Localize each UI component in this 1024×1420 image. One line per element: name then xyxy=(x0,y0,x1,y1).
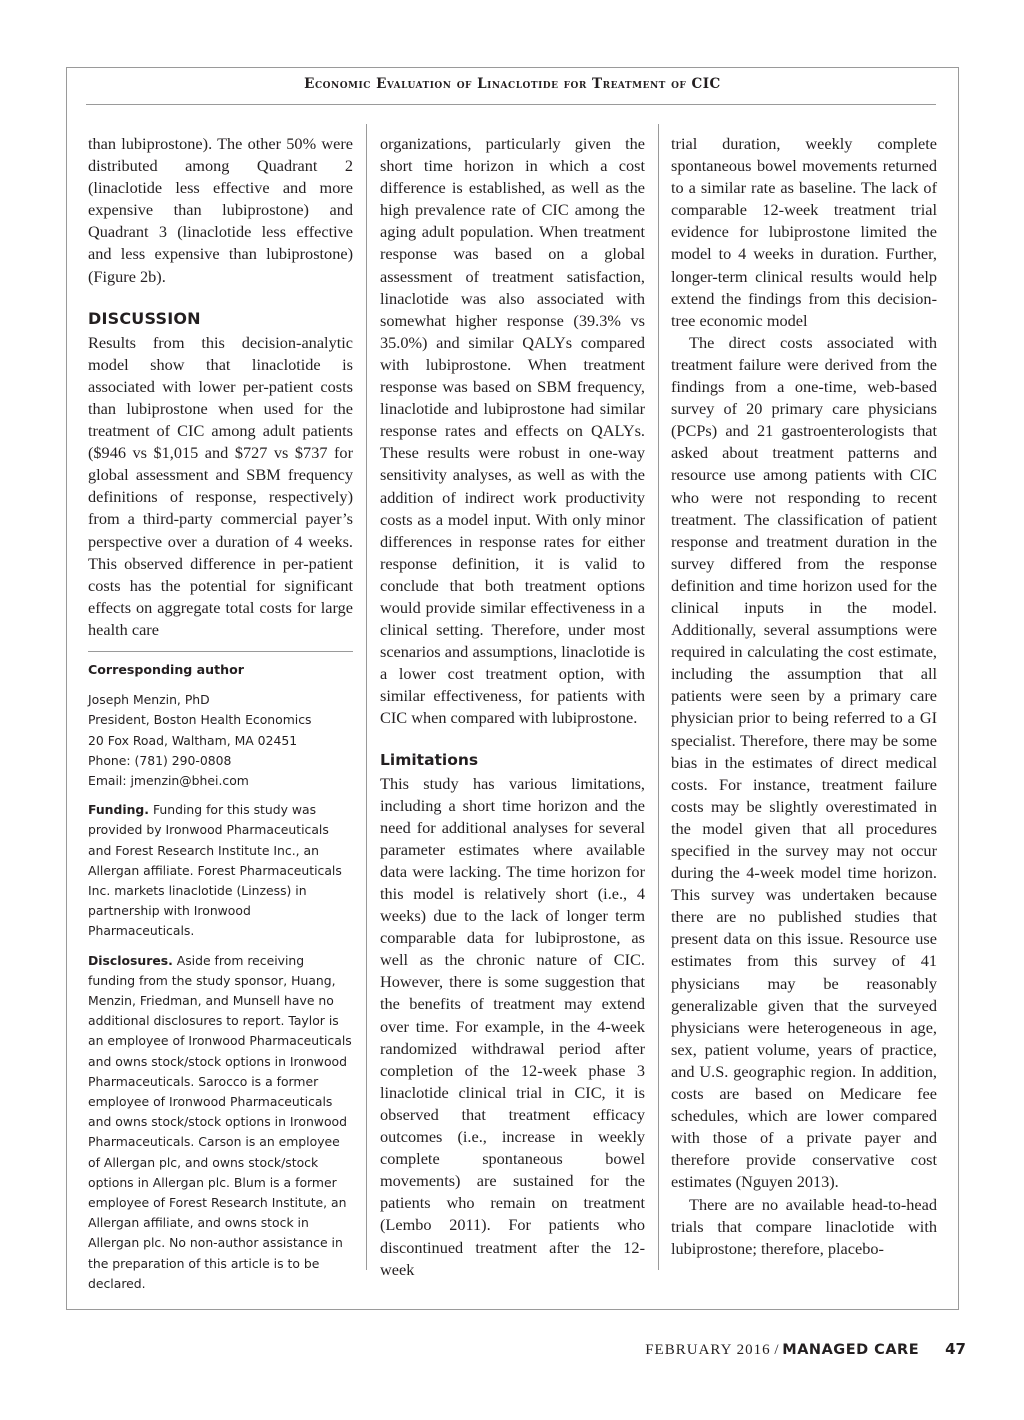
head-to-head-paragraph: There are no available head-to-head trials that compare linaclotide with lubiprostone; therefore, placebo- xyxy=(671,1194,937,1258)
column-2 xyxy=(380,133,645,1281)
discussion-heading: DISCUSSION xyxy=(88,308,201,328)
page-number: 47 xyxy=(945,1340,966,1358)
column-1 xyxy=(88,133,353,1294)
funding-note xyxy=(88,800,353,941)
corresponding-author-heading: Corresponding author xyxy=(88,661,244,677)
footer-separator: / xyxy=(770,1342,783,1358)
paragraph-continuation: trial duration, weekly complete spontaneous bowel movements returned to a similar rate as baseline. The lack of comparable 12-week treatment trial evidence for lubiprostone limited the model to 4 weeks in duration. Further, longer-term clinical results would help extend the findings from this decision-tree economic model xyxy=(671,134,937,330)
author-name: Joseph Menzin, PhD xyxy=(88,692,210,708)
paragraph-continuation: than lubiprostone). The other 50% were distributed among Quadrant 2 (linaclotide less effective and more expensive than lubiprostone) and Quadrant 3 (linaclotide less effective and less expensive than lubiprostone) (Figure 2b). xyxy=(88,134,353,286)
limitations-paragraph: This study has various limitations, including a short time horizon and the need for additional analyses for several parameter estimates where available data were lacking. The time horizon for this model is relatively short (i.e., 4 weeks) due to the lack of longer term comparable data for lubiprostone, as well as the chronic nature of CIC. However, there is some suggestion that the benefits of treatment may extend over time. For example, in the 4-week randomized withdrawal period after completion of the 12-week phase 3 linaclotide clinical trial in CIC, it is observed that treatment efficacy outcomes (i.e., increase in weekly complete spontaneous bowel movements) are sustained for the patients who remain on treatment (Lembo 2011). For patients who discontinued treatment after the 12-week xyxy=(380,773,645,1279)
sidebar-rule xyxy=(88,651,353,652)
funding-text: Funding for this study was provided by Ironwood Pharmaceuticals and Forest Research Institute Inc., an Allergan affiliate. Forest Pharmaceuticals Inc. markets linaclotide (Linzess) in partnership with Ironwood Pharmaceuticals. xyxy=(88,802,342,939)
limitations-heading: Limitations xyxy=(380,750,479,769)
direct-costs-paragraph: The direct costs associated with treatment failure were derived from the findings from a one-time, web-based survey of 20 primary care physicians (PCPs) and 21 gastroenterologists that asked about treatment patterns and resource use among patients with CIC who were not responding to recent treatment. The classification of patient response and treatment duration in the survey differed from the response definition and time horizon used for the clinical inputs in the model. Additionally, several assumptions were required in calculating the cost estimate, including the assumption that all patients were seen by a primary care physician prior to being referred to a GI specialist. Therefore, there may be some bias in the estimates of direct medical costs. For instance, treatment failure costs may be slightly overestimated in the model given that all procedures specified in the survey may not occur during the 4-week model time horizon. This survey was undertaken because there are no published studies that present data on this issue. Resource use estimates from this survey of 41 physicians may be reasonably generalizable given that the surveyed physicians were heterogeneous in age, sex, patient volume, years of practice, and U.S. geographic region. In addition, costs are based on Medicare fee schedules, which are lower compared with those of a private payer and therefore provide conservative cost estimates (Nguyen 2013). xyxy=(671,332,937,1192)
discussion-paragraph: Results from this decision-analytic model show that linaclotide is associated with lower per-patient costs than lubiprostone when used for the treatment of CIC among adult patients ($946 vs $1,015 and $727 vs $737 for global assessment and SBM frequency definitions of response, respectively) from a third-party commercial payer’s perspective over a duration of 4 weeks. This observed difference in per-patient costs has the potential for significant effects on aggregate total costs for large health care xyxy=(88,332,353,639)
author-email: Email: jmenzin@bhei.com xyxy=(88,772,249,788)
author-title: President, Boston Health Economics xyxy=(88,712,312,728)
column-divider xyxy=(658,124,659,1270)
author-phone: Phone: (781) 290-0808 xyxy=(88,752,232,768)
running-head: Economic Evaluation of Linaclotide for Treatment of CIC xyxy=(304,76,721,92)
paragraph-continuation: organizations, particularly given the short time horizon in which a cost difference is established, as well as the high prevalence rate of CIC among the aging adult population. When treatment response was based on a global assessment of treatment satisfaction, linaclotide was also associated with somewhat higher response (39.3% vs 35.0%) and similar QALYs compared with lubiprostone. When treatment response was based on SBM frequency, linaclotide and lubiprostone had similar response rates and effects on QALYs. These results were robust in one-way sensitivity analyses, as well as with the addition of indirect work productivity costs as a model input. With only minor differences in response rates for either response definition, it is valid to conclude that both treatment options would provide similar effectiveness in a clinical setting. Therefore, under most scenarios and assumptions, linaclotide is a lower cost treatment option, with similar effectiveness, for patients with CIC when compared with lubiprostone. xyxy=(380,134,645,728)
disclosures-label: Disclosures. xyxy=(88,952,173,968)
issue-date: FEBRUARY 2016 xyxy=(645,1342,771,1358)
author-address xyxy=(88,690,353,791)
disclosures-text: Aside from receiving funding from the study sponsor, Huang, Menzin, Friedman, and Munsell have no additional disclosures to report. Taylor is an employee of Ironwood Pharmaceuticals and owns stock/stock options in Ironwood Pharmaceuticals. Sarocco is a former employee of Ironwood Pharmaceuticals and owns stock/stock options in Ironwood Pharmaceuticals. Carson is an employee of Allergan plc, and owns stock/stock options in Allergan plc. Blum is a former employee of Forest Research Institute, an Allergan affiliate, and owns stock in Allergan plc. No non-author assistance in the preparation of this article is to be declared. xyxy=(88,952,352,1291)
funding-label: Funding. xyxy=(88,802,150,818)
author-info-box xyxy=(88,660,353,1294)
column-divider xyxy=(366,124,367,1270)
journal-name: MANAGED CARE xyxy=(782,1342,920,1358)
author-street: 20 Fox Road, Waltham, MA 02451 xyxy=(88,732,298,748)
page-footer xyxy=(645,1340,966,1359)
column-3 xyxy=(671,133,937,1260)
header-rule xyxy=(86,104,936,105)
disclosures-note xyxy=(88,951,353,1294)
